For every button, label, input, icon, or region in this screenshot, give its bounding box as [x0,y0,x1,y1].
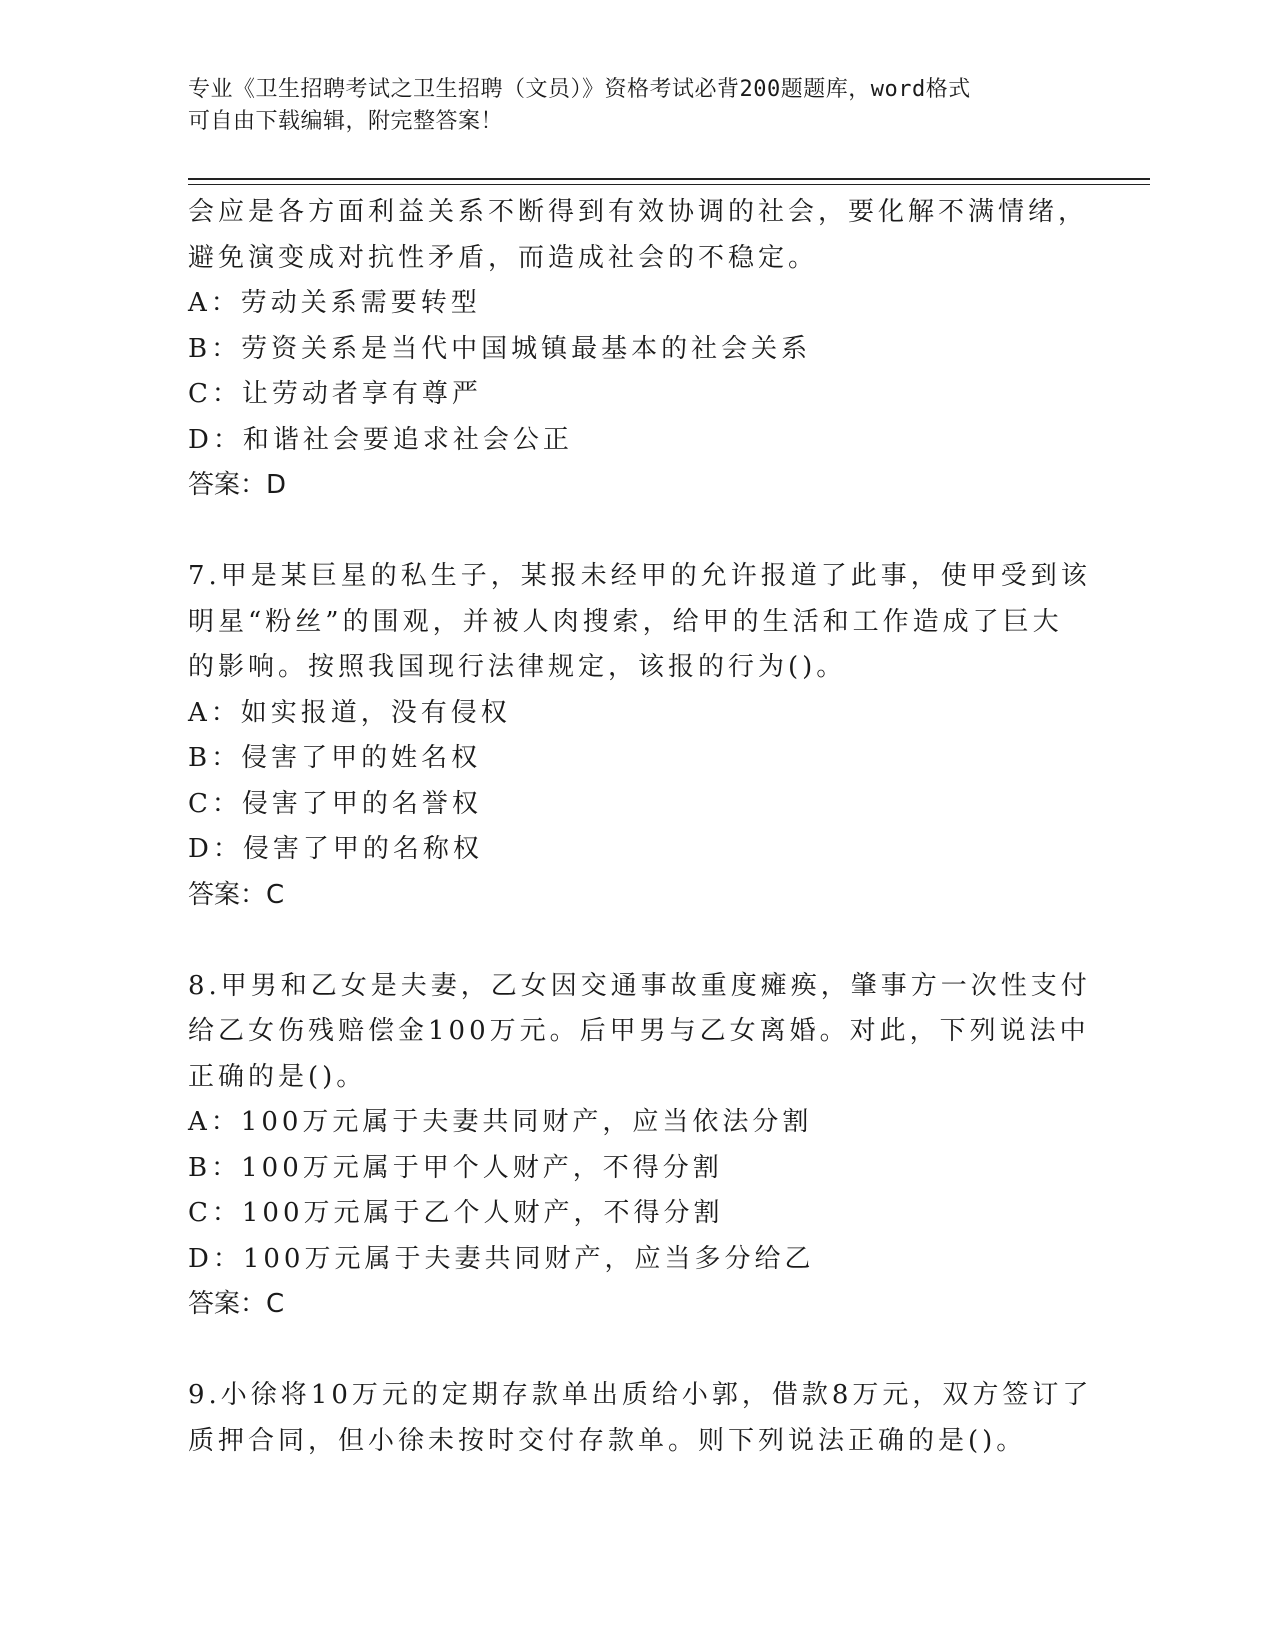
question-stem-line: 7.甲是某巨星的私生子，某报未经甲的允许报道了此事，使甲受到该 [188,561,1091,591]
question-stem-line: 的影响。按照我国现行法律规定，该报的行为()。 [188,652,847,682]
option-c: C：100万元属于乙个人财产，不得分割 [188,1198,724,1228]
option-c: C：让劳动者享有尊严 [188,379,482,409]
option-b: B：劳资关系是当代中国城镇最基本的社会关系 [188,333,812,364]
answer-line: 答案：C [188,1289,285,1319]
option-d: D：侵害了甲的名称权 [188,834,483,864]
option-a: A：劳动关系需要转型 [188,288,481,318]
question-7 [188,554,1091,918]
answer-line: 答案：D [188,470,287,500]
option-a: A：100万元属于夫妻共同财产，应当依法分割 [188,1107,813,1137]
header-divider-thin [188,184,1150,185]
option-a: A：如实报道，没有侵权 [188,697,511,728]
question-stem-line: 质押合同，但小徐未按时交付存款单。则下列说法正确的是()。 [188,1425,1027,1456]
answer-line: 答案：C [188,879,285,910]
question-stem-line: 给乙女伤残赔偿金100万元。后甲男与乙女离婚。对此，下列说法中 [188,1016,1090,1046]
header-line-1: 专业《卫生招聘考试之卫生招聘（文员）》资格考试必背200题题库，word格式 [188,77,971,102]
question-spacer [188,918,1088,964]
option-d: D：100万元属于夫妻共同财产，应当多分给乙 [188,1243,815,1274]
document-header [188,74,1088,138]
question-stem-line: 会应是各方面利益关系不断得到有效协调的社会，要化解不满情绪， [188,197,1089,227]
question-spacer [188,509,1088,555]
question-spacer [188,1328,1088,1374]
option-b: B：100万元属于甲个人财产，不得分割 [188,1152,723,1183]
option-d: D：和谐社会要追求社会公正 [188,424,573,455]
option-c: C：侵害了甲的名誉权 [188,788,482,819]
question-8 [188,964,1091,1328]
header-line-2: 可自由下载编辑，附完整答案！ [188,109,504,134]
question-stem-line: 正确的是()。 [188,1061,367,1092]
question-stem-line: 避免演变成对抗性矛盾，而造成社会的不稳定。 [188,242,819,273]
header-divider-thick [188,178,1150,180]
question-stem-line: 明星“粉丝”的围观，并被人肉搜索，给甲的生活和工作造成了巨大 [188,606,1063,637]
question-stem-line: 8.甲男和乙女是夫妻，乙女因交通事故重度瘫痪，肇事方一次性支付 [188,970,1091,1001]
question-9 [188,1373,1093,1464]
question-6 [188,190,1088,509]
question-list [188,190,1093,1464]
question-stem-line: 9.小徐将10万元的定期存款单出质给小郭，借款8万元，双方签订了 [188,1380,1093,1410]
option-b: B：侵害了甲的姓名权 [188,743,482,773]
